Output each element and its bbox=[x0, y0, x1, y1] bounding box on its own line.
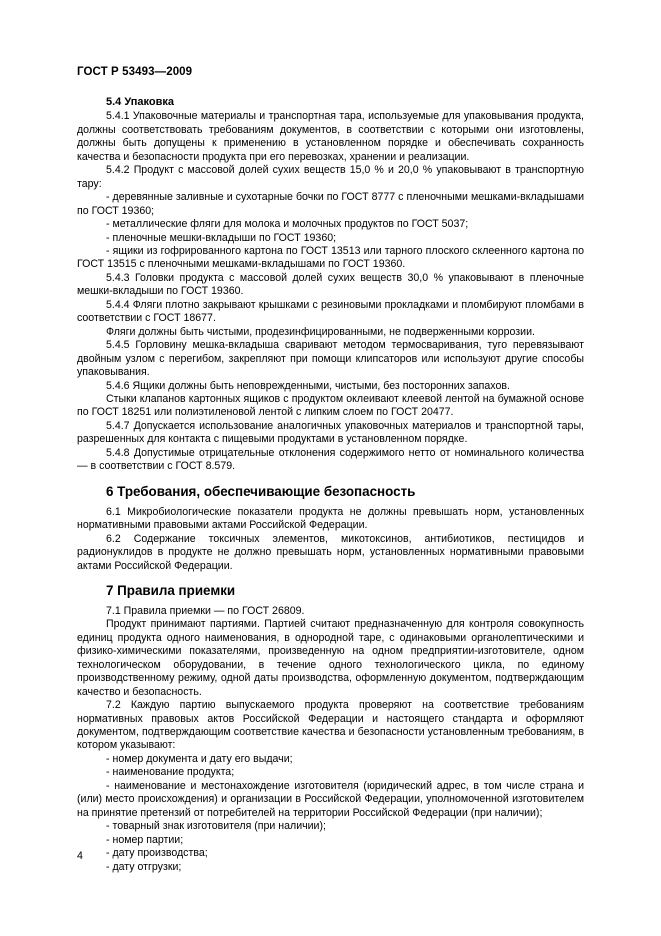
paragraph-5-4-6: 5.4.6 Ящики должны быть неповрежденными, чистыми, без посторонних запахов. bbox=[106, 379, 510, 392]
list-item: - номер партии; bbox=[106, 833, 184, 846]
paragraph-5-4-2: 5.4.2 Продукт с массовой долей сухих веществ 15,0 % и 20,0 % упаковывают в транспортную тару: bbox=[77, 164, 584, 190]
section-6-heading: 6 Требования, обеспечивающие безопасность bbox=[106, 483, 416, 499]
page-number: 4 bbox=[77, 850, 83, 862]
paragraph-6-1: 6.1 Микробиологические показатели продукта не должны превышать норм, установленных нормативными правовыми актами Российской Федерации. bbox=[77, 505, 584, 532]
section-5-4-heading: 5.4 Упаковка bbox=[106, 96, 174, 108]
list-item: - наименование и местонахождение изготовителя (юридический адрес, в том числе страна и (или) место происхождения) и организации в Российской Федерации, уполномоченной изготовителем на принятие претензий от потребителей на территории Российской Федерации (при наличии); bbox=[77, 779, 584, 819]
list-item: - металлические фляги для молока и молочных продуктов по ГОСТ 5037; bbox=[106, 218, 469, 231]
list-item: - пленочные мешки-вкладыши по ГОСТ 19360; bbox=[106, 231, 337, 244]
document-body bbox=[77, 96, 584, 874]
list-item: - дату производства; bbox=[106, 847, 208, 860]
list-item: - ящики из гофрированного картона по ГОСТ 13513 или тарного плоского склеенного картона по ГОСТ 13515 с пленочными мешками-вкладышами по ГОСТ 19360. bbox=[77, 244, 584, 271]
paragraph-5-4-7: 5.4.7 Допускается использование аналогичных упаковочных материалов и транспортной тары, разрешенных для контакта с пищевыми продуктами в установленном порядке. bbox=[77, 419, 584, 446]
paragraph-7-2: 7.2 Каждую партию выпускаемого продукта проверяют на соответствие требованиям нормативных правовых актов Российской Федерации и настоящего стандарта и оформляют документом, подтверждающим соответствие качества и безопасности установленным требованиям, в котором указывают: bbox=[77, 699, 584, 752]
paragraph-5-4-8: 5.4.8 Допустимые отрицательные отклонения содержимого нетто от номинального количества — в соответствии с ГОСТ 8.579. bbox=[77, 446, 584, 473]
paragraph-5-4-3: 5.4.3 Головки продукта с массовой долей сухих веществ 30,0 % упаковывают в пленочные мешки-вкладыши по ГОСТ 19360. bbox=[77, 271, 584, 298]
document-header: ГОСТ Р 53493—2009 bbox=[77, 66, 193, 78]
paragraph-6-2: 6.2 Содержание токсичных элементов, микотоксинов, антибиотиков, пестицидов и радионуклидов в продукте не должно превышать норм, установленных нормативными правовыми актами Российской Федерации. bbox=[77, 532, 584, 572]
list-item: - товарный знак изготовителя (при наличии); bbox=[106, 820, 326, 833]
paragraph-5-4-4-cont: Фляги должны быть чистыми, продезинфицированными, не подверженными коррозии. bbox=[106, 325, 535, 338]
paragraph-5-4-6-cont: Стыки клапанов картонных ящиков с продуктом оклеивают клеевой лентой на бумажной основе по ГОСТ 18251 или полиэтиленовой лентой с липким слоем по ГОСТ 20477. bbox=[77, 392, 584, 419]
section-7-heading: 7 Правила приемки bbox=[106, 582, 236, 598]
list-item: - дату отгрузки; bbox=[106, 860, 182, 873]
paragraph-5-4-5: 5.4.5 Горловину мешка-вкладыша сваривают методом термосваривания, туго перевязывают двойным узлом с перегибом, закрепляют при помощи клипсаторов или используют другие способы упаковывания. bbox=[77, 339, 584, 379]
paragraph-7-1-cont: Продукт принимают партиями. Партией считают предназначенную для контроля совокупность единиц продукта одного наименования, в однородной таре, с одинаковыми органолептическими и физико-химическими показателями, произведенную на одном предприятии-изготовителе, одном технологическом оборудовании, в течение одного технологического цикла, по единому производственному режиму, одной даты производства, оформленную документом, подтверждающим качество и безопасность. bbox=[77, 618, 584, 698]
paragraph-5-4-4: 5.4.4 Фляги плотно закрывают крышками с резиновыми прокладками и пломбируют пломбами в соответствии с ГОСТ 18677. bbox=[77, 298, 584, 325]
paragraph-7-1: 7.1 Правила приемки — по ГОСТ 26809. bbox=[106, 604, 305, 617]
list-item: - номер документа и дату его выдачи; bbox=[106, 752, 293, 765]
paragraph-5-4-1: 5.4.1 Упаковочные материалы и транспортная тара, используемые для упаковывания продукта, должны соответствовать требованиям документов, в соответствии с которыми они изготовлены, должны быть допущены к применению в установленном порядке и обеспечивать сохранность качества и безопасности продукта при его перевозках, хранении и реализации. bbox=[77, 110, 584, 163]
list-item: - наименование продукта; bbox=[106, 766, 235, 779]
list-item: - деревянные заливные и сухотарные бочки по ГОСТ 8777 с пленочными мешками-вкладышами по ГОСТ 19360; bbox=[77, 191, 584, 217]
